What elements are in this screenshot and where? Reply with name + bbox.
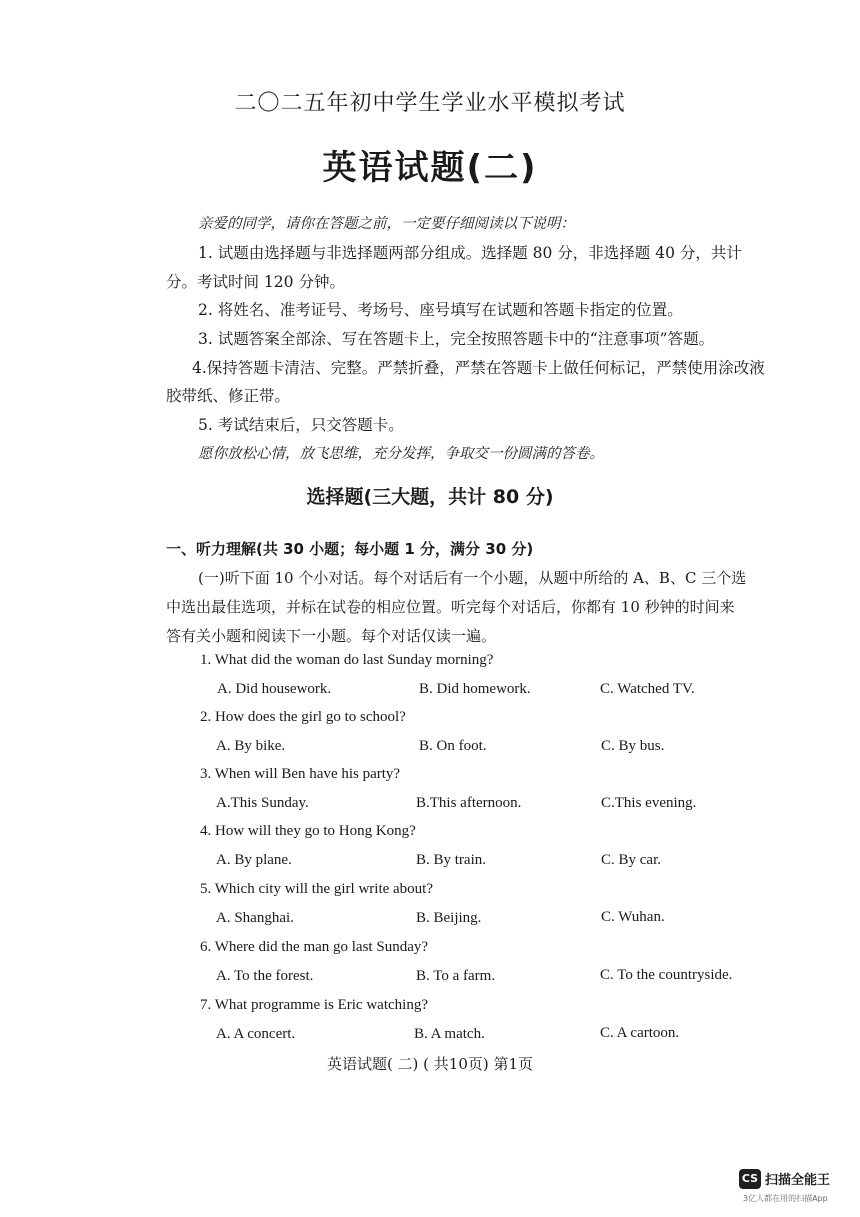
- question-2: 2. How does the girl go to school?: [200, 709, 406, 725]
- question-3-option-b: B.This afternoon.: [416, 795, 522, 811]
- question-2-option-a: A. By bike.: [216, 738, 286, 754]
- question-4: 4. How will they go to Hong Kong?: [200, 823, 416, 839]
- question-5: 5. Which city will the girl write about?: [200, 881, 433, 897]
- question-1-option-a: A. Did housework.: [217, 681, 332, 697]
- part-desc-line-2: 中选出最佳选项，并标在试卷的相应位置。听完每个对话后，你都有 10 秒钟的时间来: [166, 598, 735, 616]
- question-7: 7. What programme is Eric watching?: [200, 997, 428, 1013]
- question-4-option-b: B. By train.: [416, 852, 486, 868]
- question-7-option-c: C. A cartoon.: [600, 1025, 680, 1041]
- instruction-item-4-line-1: 4.保持答题卡清洁、完整。严禁折叠，严禁在答题卡上做任何标记，严禁使用涂改液: [192, 359, 765, 377]
- instruction-item-2: 2. 将姓名、准考证号、考场号、座号填写在试题和答题卡指定的位置。: [198, 301, 683, 319]
- question-3: 3. When will Ben have his party?: [200, 766, 401, 782]
- instruction-item-4-line-2: 胶带纸、修正带。: [166, 387, 291, 405]
- question-1-option-b: B. Did homework.: [419, 681, 531, 697]
- part-desc-line-3: 答有关小题和阅读下一小题。每个对话仅读一遍。: [166, 627, 497, 645]
- question-6-option-c: C. To the countryside.: [600, 967, 733, 983]
- subject-title: 英语试题(二): [322, 148, 538, 188]
- section-title: 选择题(三大题，共计 80 分): [306, 486, 554, 508]
- instruction-item-5: 5. 考试结束后，只交答题卡。: [198, 416, 404, 434]
- instruction-item-1-line-2: 分。考试时间 120 分钟。: [166, 273, 345, 291]
- question-6-option-b: B. To a farm.: [416, 968, 496, 984]
- question-7-option-a: A. A concert.: [216, 1026, 296, 1042]
- watermark-app-name: 扫描全能王: [765, 1173, 831, 1188]
- question-4-option-c: C. By car.: [601, 852, 661, 868]
- instruction-item-1-line-1: 1. 试题由选择题与非选择题两部分组成。选择题 80 分，非选择题 40 分，共计: [198, 244, 742, 262]
- question-3-option-a: A.This Sunday.: [216, 795, 309, 811]
- part-title: 一、听力理解(共 30 小题；每小题 1 分，满分 30 分): [166, 540, 534, 558]
- watermark-tagline: 3亿人都在用的扫描App: [743, 1194, 828, 1203]
- question-5-option-c: C. Wuhan.: [601, 909, 665, 925]
- question-6-option-a: A. To the forest.: [216, 968, 314, 984]
- camscanner-logo-icon: CS: [739, 1169, 761, 1189]
- instructions-wish: 愿你放松心情，放飞思维，充分发挥，争取交一份圆满的答卷。: [198, 446, 604, 462]
- question-5-option-a: A. Shanghai.: [216, 910, 294, 926]
- question-7-option-b: B. A match.: [414, 1026, 485, 1042]
- instruction-item-3: 3. 试题答案全部涂、写在答题卡上，完全按照答题卡中的“注意事项”答题。: [198, 330, 715, 348]
- instructions-greeting: 亲爱的同学，请你在答题之前，一定要仔细阅读以下说明：: [198, 216, 575, 232]
- question-3-option-c: C.This evening.: [601, 795, 697, 811]
- question-6: 6. Where did the man go last Sunday?: [200, 939, 429, 955]
- scanner-watermark: [739, 1168, 831, 1203]
- exam-title: 二〇二五年初中学生学业水平模拟考试: [234, 91, 626, 116]
- question-1-option-c: C. Watched TV.: [600, 681, 695, 697]
- question-1: 1. What did the woman do last Sunday morning?: [200, 652, 494, 668]
- question-2-option-b: B. On foot.: [419, 738, 487, 754]
- question-5-option-b: B. Beijing.: [416, 910, 482, 926]
- question-4-option-a: A. By plane.: [216, 852, 292, 868]
- part-desc-line-1: (一)听下面 10 个小对话。每个对话后有一个小题，从题中所给的 A、B、C 三个选: [198, 569, 747, 587]
- page-footer: 英语试题( 二) ( 共10页) 第1页: [326, 1055, 534, 1073]
- question-2-option-c: C. By bus.: [601, 738, 665, 754]
